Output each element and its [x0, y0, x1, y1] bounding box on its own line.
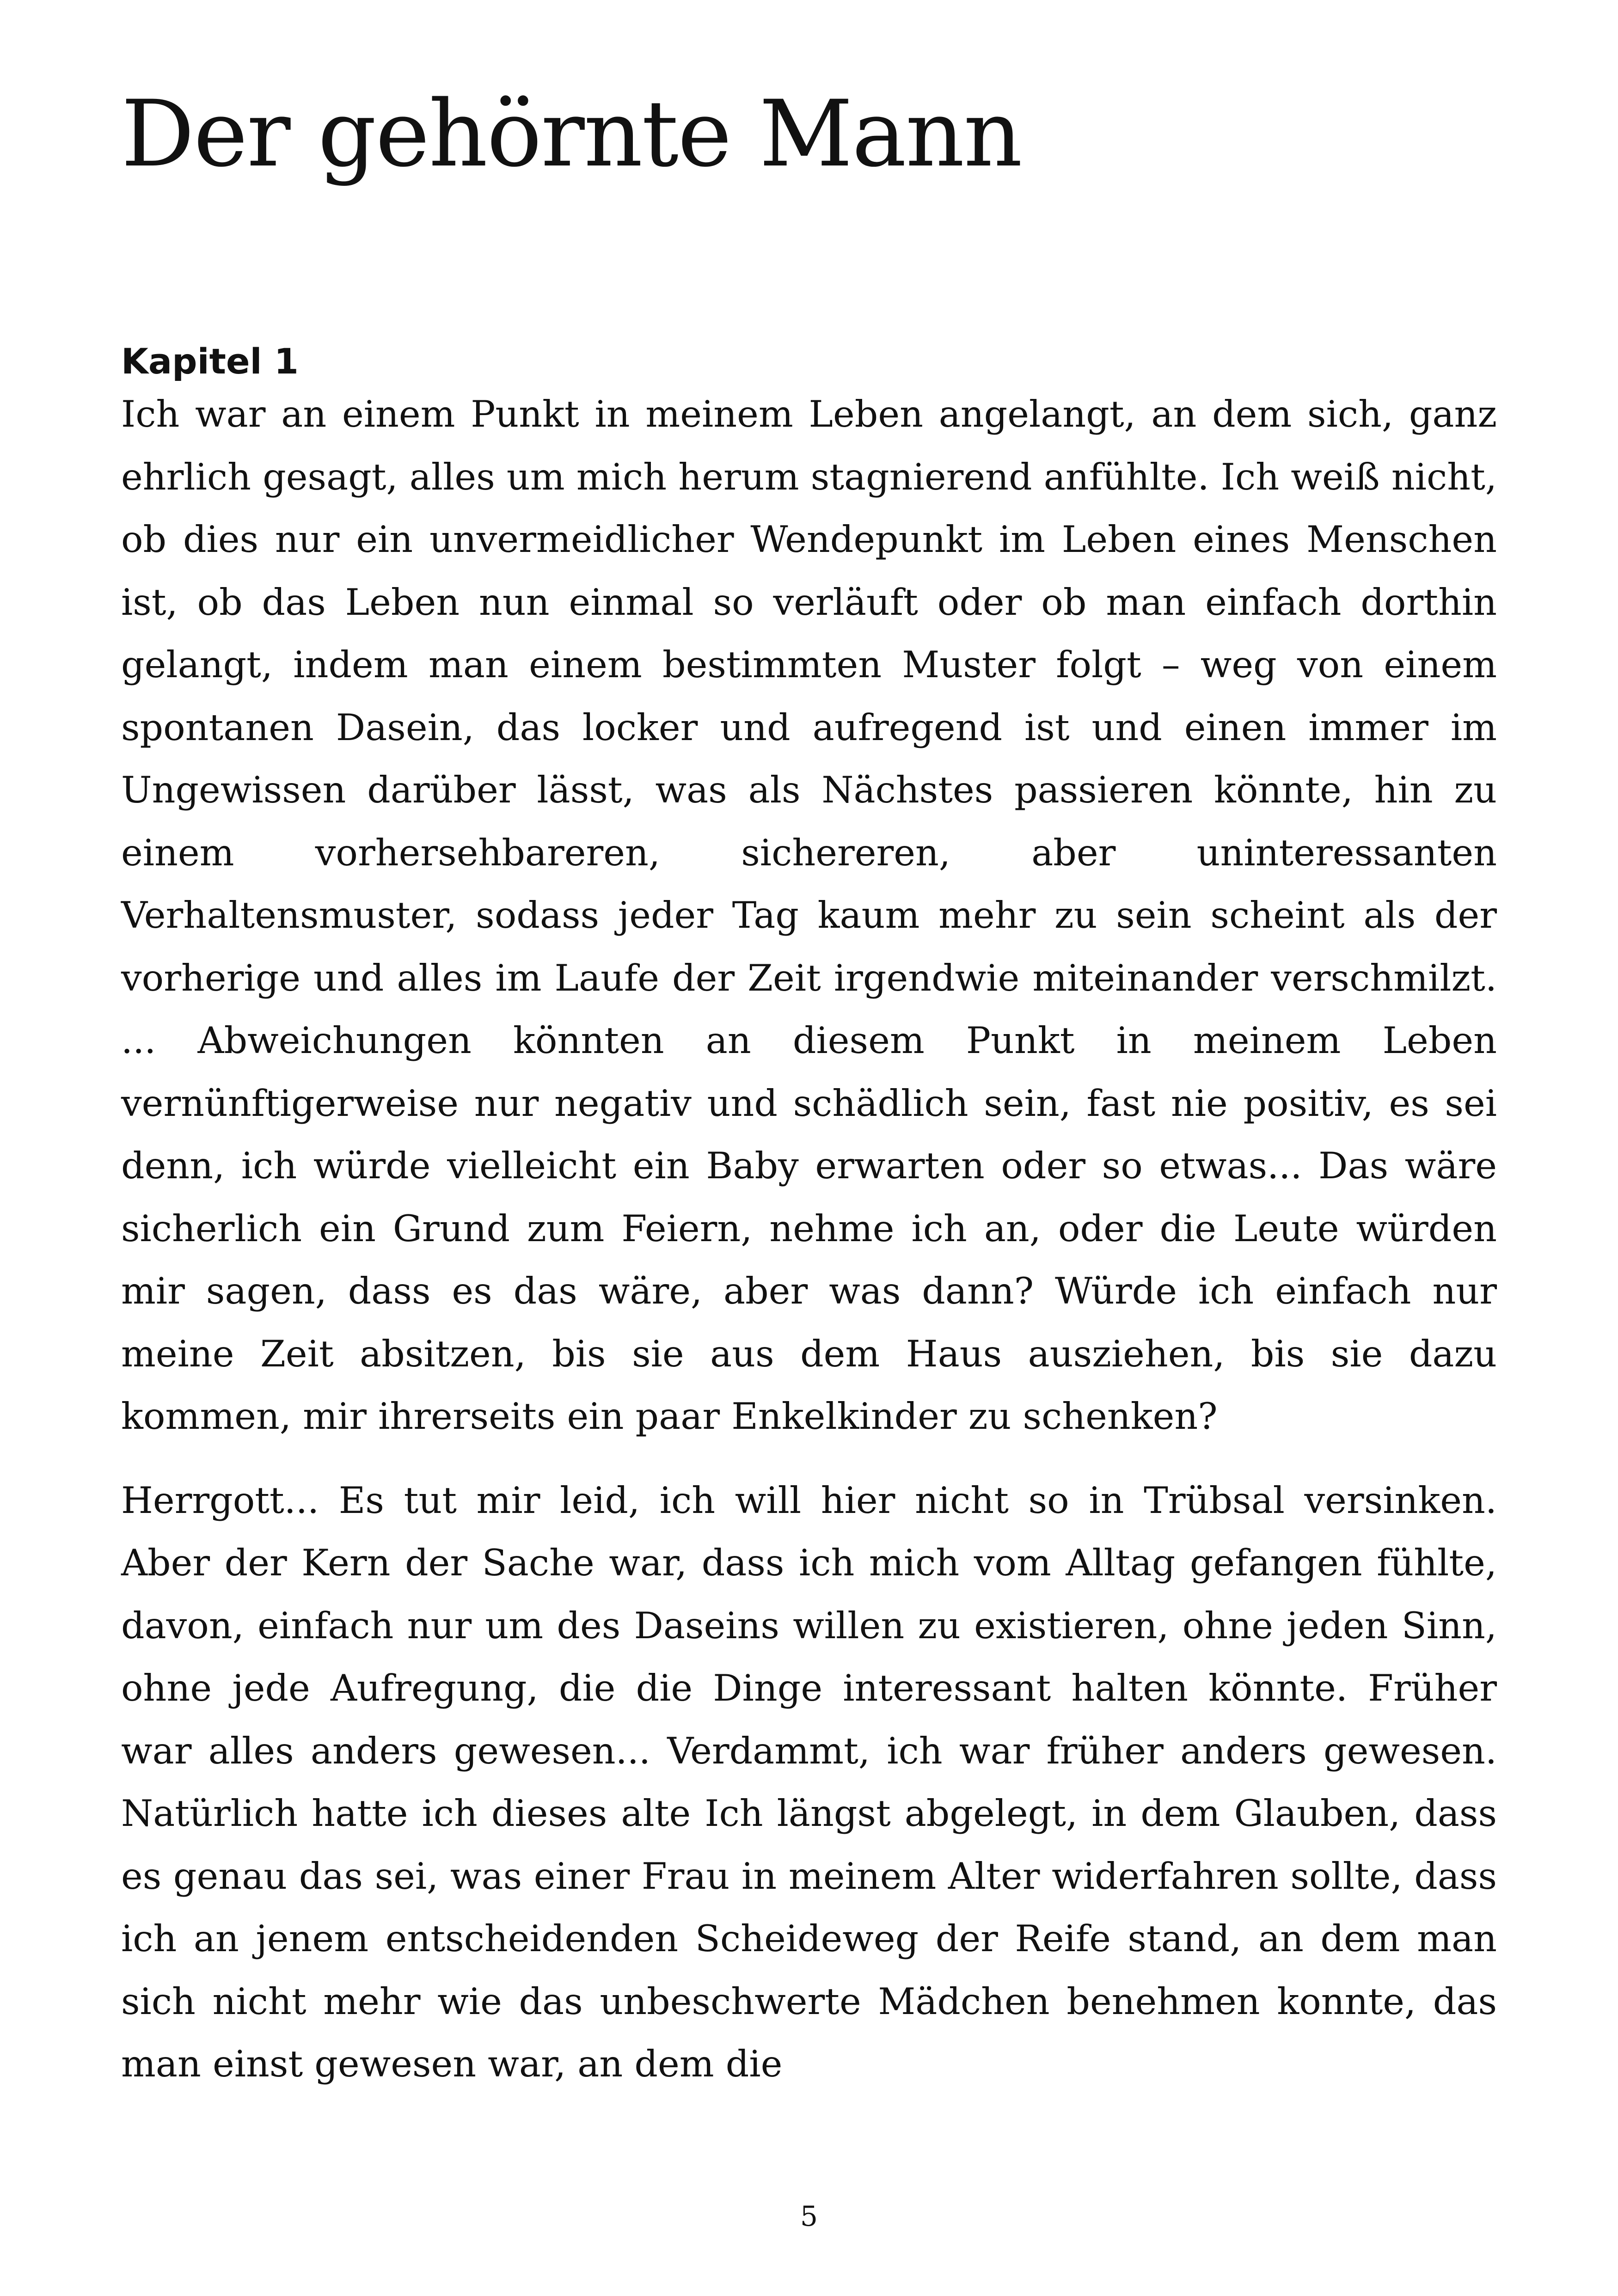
chapter-text-block	[121, 340, 1497, 2096]
chapter-heading: Kapitel 1	[121, 341, 299, 382]
book-title: Der gehörnte Mann	[121, 80, 1022, 187]
page-number: 5	[800, 2200, 818, 2233]
paragraph-1: Ich war an einem Punkt in meinem Leben angelangt, an dem sich, ganz ehrlich gesagt, alles um mich herum stagnierend anfühlte. Ich weiß nicht, ob dies nur ein unvermeidlicher Wendepunkt im Leben eines Menschen ist, ob das Leben nun einmal so verläuft oder ob man einfach dorthin gelangt, indem man einem bestimmten Muster folgt – weg von einem spontanen Dasein, das locker und aufregend ist und einen immer im Ungewissen darüber lässt, was als Nächstes passieren könnte, hin zu einem vorhersehbareren, sichereren, aber uninteressanten Verhaltensmuster, sodass jeder Tag kaum mehr zu sein scheint als der vorherige und alles im Laufe der Zeit irgendwie miteinander verschmilzt. ... Abweichungen könnten an diesem Punkt in meinem Leben vernünftigerweise nur negativ und schädlich sein, fast nie positiv, es sei denn, ich würde vielleicht ein Baby erwarten oder so etwas... Das wäre sicherlich ein Grund zum Feiern, nehme ich an, oder die Leute würden mir sagen, dass es das wäre, aber was dann? Würde ich einfach nur meine Zeit absitzen, bis sie aus dem Haus ausziehen, bis sie dazu kommen, mir ihrerseits ein paar Enkelkinder zu schenken?	[121, 393, 1497, 1438]
paragraph-2: Herrgott... Es tut mir leid, ich will hier nicht so in Trübsal versinken. Aber der Kern der Sache war, dass ich mich vom Alltag gefangen fühlte, davon, einfach nur um des Daseins willen zu existieren, ohne jeden Sinn, ohne jede Aufregung, die die Dinge interessant halten könnte. Früher war alles anders gewesen... Verdammt, ich war früher anders gewesen. Natürlich hatte ich dieses alte Ich längst abgelegt, in dem Glauben, dass es genau das sei, was einer Frau in meinem Alter widerfahren sollte, dass ich an jenem entscheidenden Scheideweg der Reife stand, an dem man sich nicht mehr wie das unbeschwerte Mädchen benehmen konnte, das man einst gewesen war, an dem die	[121, 1479, 1497, 2085]
